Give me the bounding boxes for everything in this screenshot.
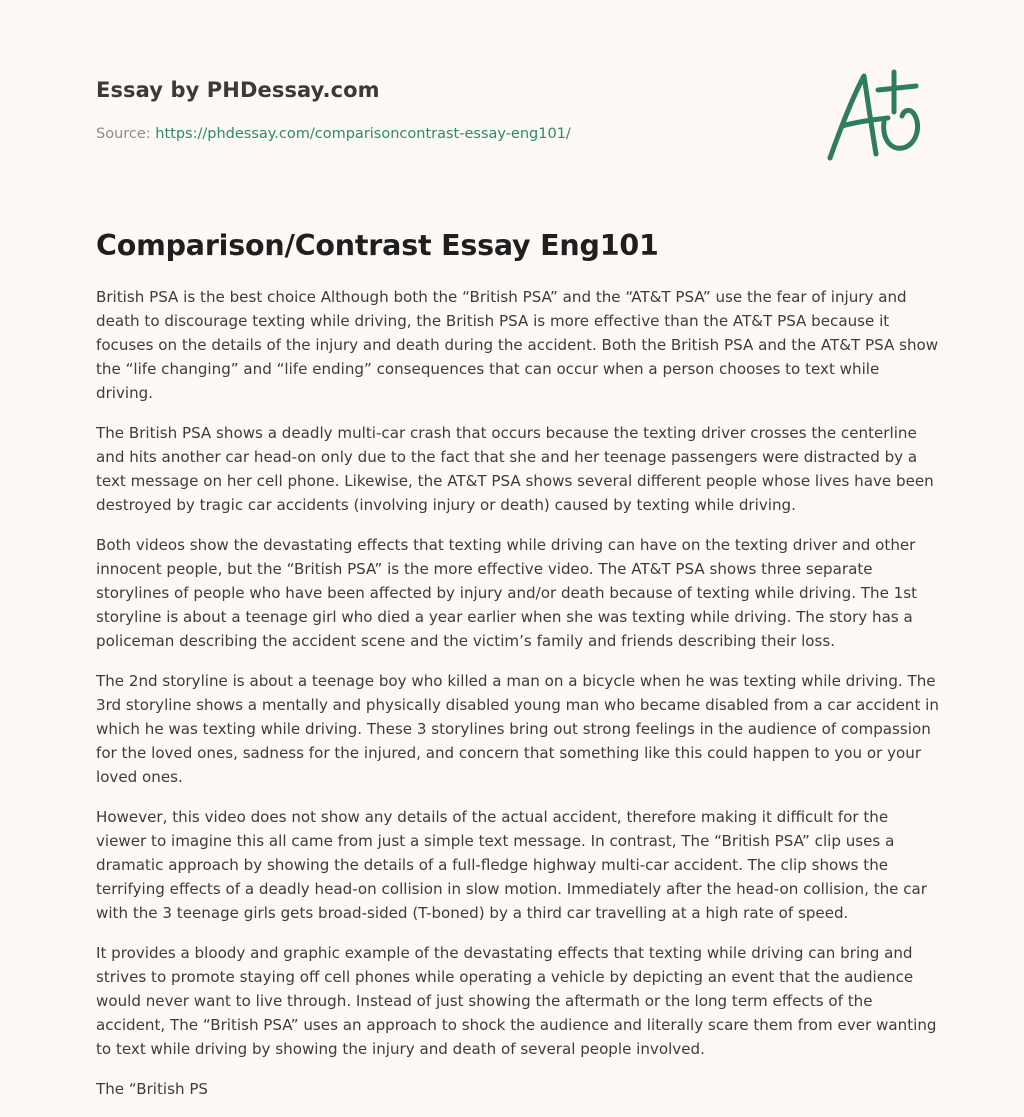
source-link[interactable]: https://phdessay.com/comparisoncontrast-essay-eng101/ [155, 126, 571, 142]
essay-header [96, 76, 796, 144]
site-brand: Essay by PHDessay.com [96, 78, 380, 102]
essay-paragraph: British PSA is the best choice Although both the “British PSA” and the “AT&T PSA” use the fear of injury and death to discourage texting while driving, the British PSA is more effective than the AT&T PSA because it focuses on the details of the injury and death during the accident. Both the British PSA and the AT&T PSA show the “life changing” and “life ending” consequences that can occur when a person chooses to text while driving. [96, 288, 939, 402]
essay-paragraph-truncated: The “British PS [96, 1080, 209, 1098]
source-line [96, 124, 796, 144]
essay-paragraph: It provides a bloody and graphic example of the devastating effects that texting while driving can bring and strives to promote staying off cell phones while operating a vehicle by depicting an event that the audience would never want to live through. Instead of just showing the aftermath or the long term effects of the accident, The “British PSA” uses an approach to shock the audience and literally scare them from ever wanting to text while driving by showing the injury and death of several people involved. [96, 944, 937, 1058]
essay-body [96, 285, 941, 1117]
essay-paragraph: The British PSA shows a deadly multi-car crash that occurs because the texting driver crosses the centerline and hits another car head-on only due to the fact that she and her teenage passengers were distracted by a text message on her cell phone. Likewise, the AT&T PSA shows several different people whose lives have been destroyed by tragic car accidents (involving injury or death) caused by texting while driving. [96, 424, 934, 514]
source-label: Source: [96, 126, 151, 142]
essay-paragraph: The 2nd storyline is about a teenage boy who killed a man on a bicycle when he was texting while driving. The 3rd storyline shows a mentally and physically disabled young man who became disabled from a car accident in which he was texting while driving. These 3 storylines bring out strong feelings in the audience of compassion for the loved ones, sadness for the injured, and concern that something like this could happen to you or your loved ones. [96, 672, 939, 786]
essay-title: Comparison/Contrast Essay Eng101 [96, 229, 659, 262]
essay-paragraph: Both videos show the devastating effects that texting while driving can have on the texting driver and other innocent people, but the “British PSA” is the more effective video. The AT&T PSA shows three separate storylines of people who have been affected by injury and/or death because of texting while driving. The 1st storyline is about a teenage girl who died a year earlier when she was texting while driving. The story has a policeman describing the accident scene and the victim’s family and friends describing their loss. [96, 536, 918, 650]
essay-paragraph: However, this video does not show any details of the actual accident, therefore making it difficult for the viewer to imagine this all came from just a simple text message. In contrast, The “British PSA” clip uses a dramatic approach by showing the details of a full-fledge highway multi-car accident. The clip shows the terrifying effects of a deadly head-on collision in slow motion. Immediately after the head-on collision, the car with the 3 teenage girls gets broad-sided (T-boned) by a third car travelling at a high rate of speed. [96, 808, 928, 922]
a-plus-logo-icon [822, 68, 926, 164]
